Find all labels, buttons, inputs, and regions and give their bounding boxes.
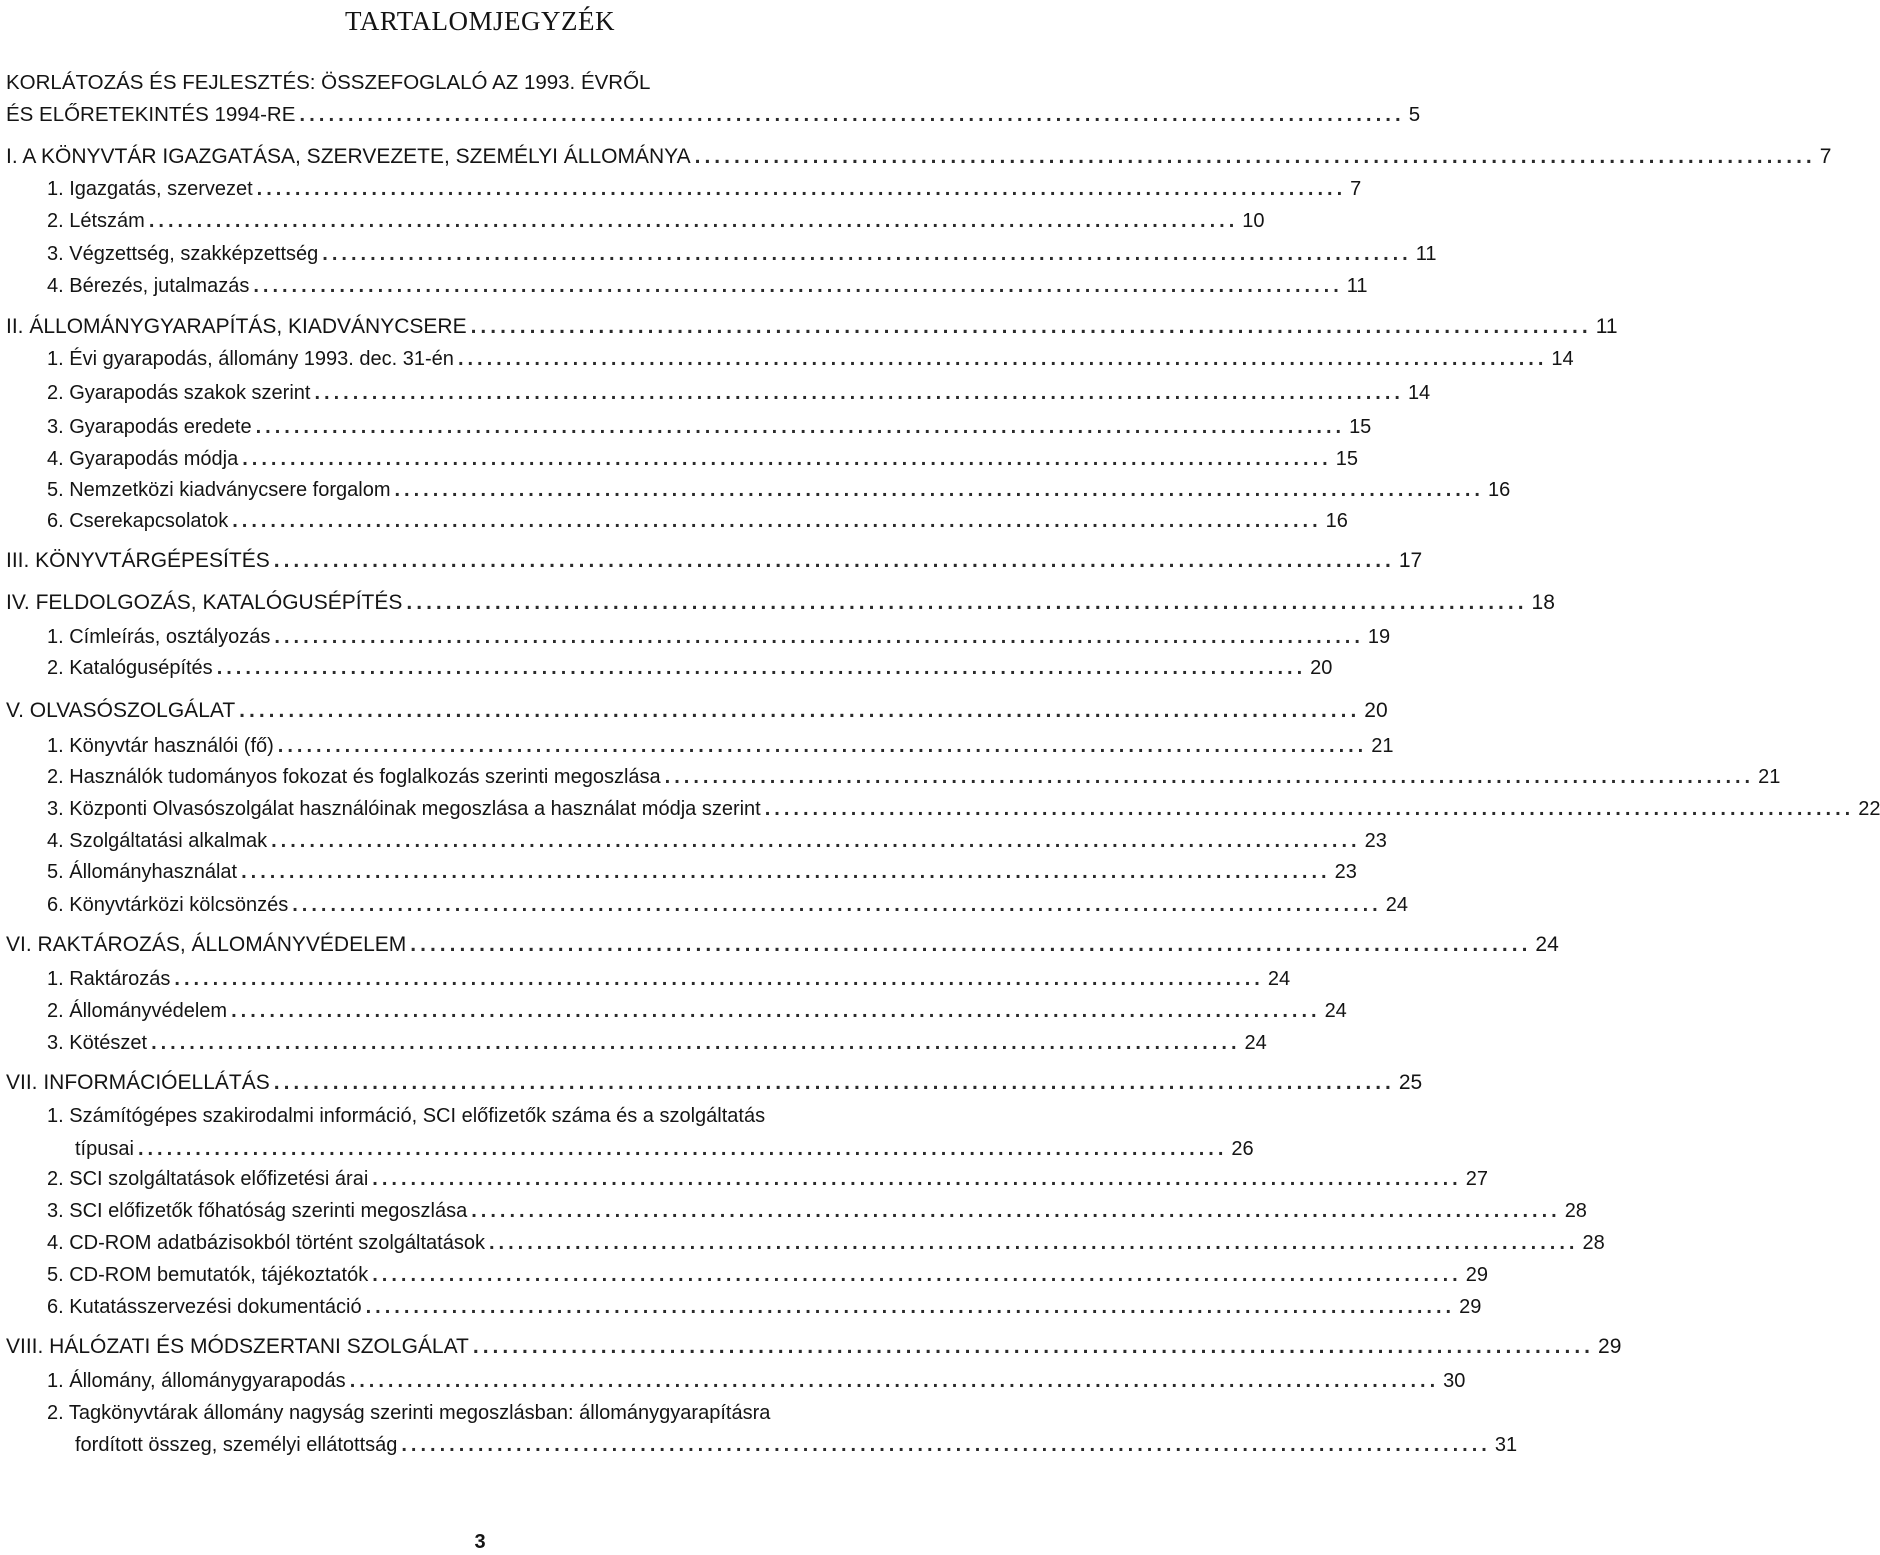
toc-entry-page: 11 — [1346, 275, 1368, 297]
dot-leader: .................................................................................................................. — [664, 766, 1755, 788]
toc-entry[interactable] — [47, 624, 1391, 650]
toc-entry-page: 15 — [1349, 416, 1372, 438]
toc-entry[interactable] — [47, 241, 1437, 267]
dot-leader: .................................................................................................................. — [401, 1434, 1491, 1456]
toc-entry-label: 1. Állomány, állománygyarapodás — [47, 1370, 346, 1392]
dot-leader: .................................................................................................................. — [148, 210, 1239, 232]
page-title: TARTALOMJEGYZÉK — [344, 6, 616, 36]
toc-entry-page: 26 — [1231, 1138, 1254, 1160]
toc-entry-label: 1. Igazgatás, szervezet — [47, 178, 253, 200]
toc-entry[interactable] — [47, 414, 1372, 440]
dot-leader: .................................................................................................................. — [255, 416, 1346, 438]
dot-leader: .................................................................................................................. — [394, 479, 1484, 501]
toc-entry[interactable] — [75, 1136, 1254, 1162]
toc-entry[interactable] — [47, 446, 1358, 472]
toc-section[interactable] — [6, 590, 1555, 616]
toc-entry-label: VIII. HÁLÓZATI ÉS MÓDSZERTANI SZOLGÁLAT — [6, 1335, 469, 1358]
toc-entry-page: 30 — [1443, 1370, 1466, 1392]
dot-leader: .................................................................................................................. — [322, 243, 1412, 265]
toc-entry-page: 5 — [1408, 103, 1421, 126]
toc-entry-label: fordított összeg, személyi ellátottság — [75, 1434, 398, 1456]
toc-intro-line1: KORLÁTOZÁS ÉS FEJLESZTÉS: ÖSSZEFOGLALÓ AZ 1993. ÉVRŐL — [6, 71, 651, 94]
toc-entry-label: 1. Évi gyarapodás, állomány 1993. dec. 31-én — [47, 348, 454, 370]
toc-section[interactable] — [6, 1334, 1622, 1360]
toc-entry-page: 15 — [1335, 448, 1358, 470]
toc-entry-label: 2. Állományvédelem — [47, 1000, 228, 1022]
toc-entry-label: 4. Gyarapodás módja — [47, 448, 239, 470]
toc-entry-label: 3. Központi Olvasószolgálat használóinak megoszlása a használat módja szerint — [47, 798, 761, 820]
toc-entry-page: 11 — [1595, 315, 1618, 338]
dot-leader: .................................................................................................................. — [764, 798, 1855, 820]
dot-leader: .................................................................................................................. — [292, 894, 1382, 916]
toc-entry-label: 3. SCI előfizetők főhatóság szerinti megoszlása — [47, 1200, 468, 1222]
toc-entry-page: 27 — [1465, 1168, 1488, 1190]
dot-leader: .................................................................................................................. — [151, 1032, 1241, 1054]
toc-entry-page: 22 — [1858, 798, 1880, 820]
toc-entry-page: 23 — [1364, 830, 1387, 852]
toc-section[interactable] — [6, 144, 1832, 170]
dot-leader: .................................................................................................................. — [273, 549, 1395, 572]
toc-entry[interactable] — [6, 102, 1421, 128]
toc-entry-page: 20 — [1310, 657, 1333, 679]
toc-entry-label: 3. Kötészet — [47, 1032, 148, 1054]
toc-entry-label: V. OLVASÓSZOLGÁLAT — [6, 699, 236, 722]
dot-leader: .................................................................................................................. — [231, 1000, 1321, 1022]
toc-entry-page: 10 — [1242, 210, 1265, 232]
dot-leader: .................................................................................................................. — [488, 1232, 1579, 1254]
toc-entry-label: 1. Raktározás — [47, 968, 171, 990]
dot-leader: .................................................................................................................. — [273, 1071, 1395, 1094]
toc-entry-label: 2. Létszám — [47, 210, 145, 232]
toc-entry-label: 2. Katalógusépítés — [47, 657, 213, 679]
toc-entry-page: 21 — [1371, 735, 1394, 757]
toc-entry-page: 24 — [1385, 894, 1408, 916]
toc-entry[interactable] — [47, 1230, 1605, 1256]
toc-entry[interactable] — [47, 764, 1781, 790]
dot-leader: .................................................................................................................. — [253, 275, 1343, 297]
dot-leader: .................................................................................................................. — [694, 145, 1816, 168]
toc-section[interactable] — [6, 698, 1388, 724]
toc-entry-page: 24 — [1324, 1000, 1347, 1022]
toc-entry-label: 3. Végzettség, szakképzettség — [47, 243, 319, 265]
toc-entry-page: 24 — [1244, 1032, 1267, 1054]
toc-entry-label: 6. Kutatásszervezési dokumentáció — [47, 1296, 362, 1318]
toc-entry-label: IV. FELDOLGOZÁS, KATALÓGUSÉPÍTÉS — [6, 591, 403, 614]
toc-entry-label: 1. Címleírás, osztályozás — [47, 626, 271, 648]
dot-leader: .................................................................................................................. — [470, 315, 1592, 338]
toc-entry-page: 18 — [1531, 591, 1555, 614]
toc-entry[interactable] — [47, 828, 1387, 854]
toc-entry-page: 29 — [1465, 1264, 1488, 1286]
toc-entry-page: 28 — [1582, 1232, 1605, 1254]
toc-entry-label: II. ÁLLOMÁNYGYARAPÍTÁS, KIADVÁNYCSERE — [6, 315, 467, 338]
toc-entry-page: 17 — [1398, 549, 1423, 572]
toc-entry[interactable] — [47, 1368, 1466, 1394]
toc-entry[interactable] — [47, 508, 1348, 534]
toc-entry-page: 7 — [1819, 145, 1832, 168]
dot-leader: .................................................................................................................. — [471, 1200, 1561, 1222]
toc-entry-label: 5. Állományhasználat — [47, 861, 238, 883]
dot-leader: .................................................................................................................. — [277, 735, 1368, 757]
toc-entry-page: 29 — [1459, 1296, 1482, 1318]
toc-entry-page: 28 — [1564, 1200, 1587, 1222]
dot-leader: .................................................................................................................. — [372, 1264, 1462, 1286]
dot-leader: .................................................................................................................. — [457, 348, 1548, 370]
dot-leader: .................................................................................................................. — [174, 968, 1264, 990]
dot-leader: .................................................................................................................. — [241, 861, 1331, 883]
dot-leader: .................................................................................................................. — [472, 1335, 1595, 1358]
toc-entry-page: 16 — [1487, 479, 1511, 501]
dot-leader: .................................................................................................................. — [232, 510, 1322, 532]
page-number: 3 — [474, 1531, 486, 1553]
toc-entry-label: VII. INFORMÁCIÓELLÁTÁS — [6, 1071, 270, 1094]
toc-entry-label: 6. Könyvtárközi kölcsönzés — [47, 894, 289, 916]
toc-entry-label: 4. Bérezés, jutalmazás — [47, 275, 250, 297]
toc-entry-page: 21 — [1758, 766, 1781, 788]
toc-entry[interactable] — [47, 966, 1291, 992]
toc-entry-viii-2-line1: 2. Tagkönyvtárak állomány nagyság szerinti megoszlásban: állománygyarapításra — [47, 1402, 771, 1424]
toc-entry-label: 4. Szolgáltatási alkalmak — [47, 830, 268, 852]
toc-entry-label: VI. RAKTÁROZÁS, ÁLLOMÁNYVÉDELEM — [6, 933, 407, 956]
toc-entry[interactable] — [47, 477, 1511, 503]
toc-entry-label: 5. Nemzetközi kiadványcsere forgalom — [47, 479, 391, 501]
toc-entry-label: típusai — [75, 1138, 134, 1160]
toc-entry[interactable] — [47, 1294, 1482, 1320]
toc-entry-page: 24 — [1267, 968, 1291, 990]
toc-entry-page: 20 — [1364, 699, 1388, 722]
toc-entry[interactable] — [47, 1262, 1488, 1288]
toc-entry[interactable] — [47, 1030, 1267, 1056]
toc-entry-label: 1. Könyvtár használói (fő) — [47, 735, 274, 757]
toc-entry-label: 3. Gyarapodás eredete — [47, 416, 252, 438]
toc-section[interactable] — [6, 932, 1559, 958]
toc-section[interactable] — [6, 548, 1423, 574]
toc-entry[interactable] — [47, 998, 1347, 1024]
toc-entry-page: 25 — [1398, 1071, 1423, 1094]
toc-entry-page: 24 — [1535, 933, 1559, 956]
toc-entry[interactable] — [47, 380, 1431, 406]
toc-section[interactable] — [6, 314, 1618, 340]
toc-entry[interactable] — [75, 1432, 1518, 1458]
toc-entry[interactable] — [47, 1166, 1488, 1192]
toc-entry-page: 16 — [1325, 510, 1348, 532]
toc-entry-page: 23 — [1334, 861, 1357, 883]
dot-leader: .................................................................................................................. — [239, 699, 1361, 722]
toc-entry[interactable] — [47, 1198, 1587, 1224]
dot-leader: .................................................................................................................. — [137, 1138, 1228, 1160]
dot-leader: .................................................................................................................. — [349, 1370, 1440, 1392]
toc-entry[interactable] — [47, 796, 1880, 822]
dot-leader: .................................................................................................................. — [410, 933, 1532, 956]
dot-leader: .................................................................................................................. — [256, 178, 1347, 200]
toc-entry-label: III. KÖNYVTÁRGÉPESÍTÉS — [6, 549, 270, 572]
toc-entry-page: 29 — [1598, 1335, 1622, 1358]
toc-entry-label: ÉS ELŐRETEKINTÉS 1994-RE — [6, 103, 296, 126]
toc-entry-label: 4. CD-ROM adatbázisokból történt szolgáltatások — [47, 1232, 485, 1254]
toc-entry-vii-1-line1: 1. Számítógépes szakirodalmi információ, SCI előfizetők száma és a szolgáltatás — [47, 1105, 766, 1127]
toc-section[interactable] — [6, 1070, 1423, 1096]
toc-entry-label: 5. CD-ROM bemutatók, tájékoztatók — [47, 1264, 369, 1286]
toc-entry-label: I. A KÖNYVTÁR IGAZGATÁSA, SZERVEZETE, SZEMÉLYI ÁLLOMÁNYA — [6, 145, 691, 168]
dot-leader: .................................................................................................................. — [299, 103, 1405, 126]
toc-entry[interactable] — [47, 346, 1574, 372]
toc-entry-label: 2. SCI szolgáltatások előfizetési árai — [47, 1168, 369, 1190]
toc-entry-page: 7 — [1350, 178, 1362, 200]
toc-entry[interactable] — [47, 733, 1394, 759]
toc-entry[interactable] — [47, 859, 1357, 885]
dot-leader: .................................................................................................................. — [406, 591, 1528, 614]
dot-leader: .................................................................................................................. — [314, 382, 1404, 404]
toc-entry[interactable] — [47, 176, 1362, 202]
toc-entry[interactable] — [47, 273, 1368, 299]
toc-entry-page: 14 — [1407, 382, 1431, 404]
toc-entry-page: 11 — [1415, 243, 1437, 265]
dot-leader: .................................................................................................................. — [216, 657, 1307, 679]
toc-entry-page: 14 — [1551, 348, 1574, 370]
dot-leader: .................................................................................................................. — [372, 1168, 1462, 1190]
dot-leader: .................................................................................................................. — [271, 830, 1361, 852]
toc-entry[interactable] — [47, 655, 1333, 681]
toc-entry[interactable] — [47, 208, 1265, 234]
toc-entry-page: 31 — [1494, 1434, 1518, 1456]
toc-entry-label: 2. Használók tudományos fokozat és foglalkozás szerinti megoszlása — [47, 766, 661, 788]
dot-leader: .................................................................................................................. — [365, 1296, 1456, 1318]
toc-entry-page: 19 — [1367, 626, 1391, 648]
toc-entry-label: 6. Cserekapcsolatok — [47, 510, 229, 532]
dot-leader: .................................................................................................................. — [242, 448, 1332, 470]
toc-entry[interactable] — [47, 892, 1408, 918]
toc-entry-label: 2. Gyarapodás szakok szerint — [47, 382, 311, 404]
dot-leader: .................................................................................................................. — [274, 626, 1364, 648]
